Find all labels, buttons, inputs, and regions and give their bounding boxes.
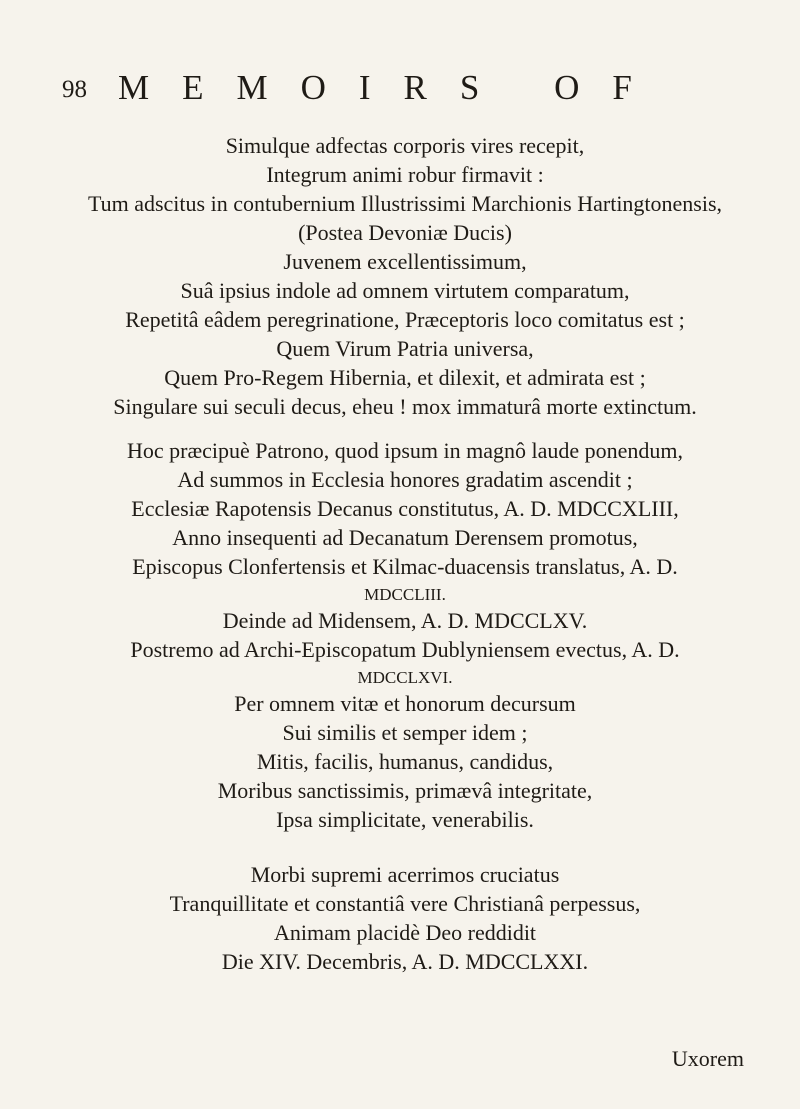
text-line: Moribus sanctissimis, primævâ integritate, bbox=[217, 778, 593, 803]
text-line: Repetitâ eâdem peregrinatione, Præceptoris loco comitatus est ; bbox=[125, 307, 685, 332]
text-line: Quem Pro-Regem Hibernia, et dilexit, et admirata est ; bbox=[164, 365, 646, 390]
text-line: Animam placidè Deo reddidit bbox=[273, 920, 537, 945]
text-line: Ad summos in Ecclesia honores gradatim ascendit ; bbox=[177, 467, 633, 492]
text-line: Mitis, facilis, humanus, candidus, bbox=[256, 749, 554, 774]
text-line: Deinde ad Midensem, A. D. MDCCLXV. bbox=[222, 608, 588, 633]
text-line: Tranquillitate et constantiâ vere Christianâ perpessus, bbox=[169, 891, 641, 916]
text-line: Per omnem vitæ et honorum decursum bbox=[234, 691, 576, 716]
text-line: Postremo ad Archi-Episcopatum Dublyniensem evectus, A. D. bbox=[130, 637, 680, 662]
text-line: Suâ ipsius indole ad omnem virtutem comparatum, bbox=[180, 278, 630, 303]
page-header bbox=[0, 64, 800, 114]
text-line: (Postea Devoniæ Ducis) bbox=[298, 220, 512, 245]
text-line: Ipsa simplicitate, venerabilis. bbox=[276, 807, 534, 832]
text-line: Ecclesiæ Rapotensis Decanus constitutus, A. D. MDCCXLIII, bbox=[131, 496, 679, 521]
text-line: Quem Virum Patria universa, bbox=[276, 336, 534, 361]
text-line: Morbi supremi acerrimos cruciatus bbox=[250, 862, 560, 887]
text-line: Die XIV. Decembris, A. D. MDCCLXXI. bbox=[221, 949, 589, 974]
text-line: Hoc præcipuè Patrono, quod ipsum in magnô laude ponendum, bbox=[126, 438, 684, 463]
text-line: Simulque adfectas corporis vires recepit, bbox=[225, 133, 585, 158]
text-line: Singulare sui seculi decus, eheu ! mox immaturâ morte extinctum. bbox=[113, 394, 697, 419]
text-line: MDCCLXVI. bbox=[357, 668, 453, 687]
catchword: Uxorem bbox=[671, 1046, 744, 1071]
page-number: 98 bbox=[62, 76, 87, 103]
running-title: MEMOIRS OF bbox=[118, 68, 665, 107]
text-line: Tum adscitus in contubernium Illustrissimi Marchionis Hartingtonensis, bbox=[87, 191, 723, 216]
text-line: Integrum animi robur firmavit : bbox=[266, 162, 544, 187]
text-line: MDCCLIII. bbox=[364, 585, 446, 604]
text-line: Anno insequenti ad Decanatum Derensem promotus, bbox=[172, 525, 638, 550]
text-line: Sui similis et semper idem ; bbox=[282, 720, 528, 745]
text-line: Episcopus Clonfertensis et Kilmac-duacensis translatus, A. D. bbox=[132, 554, 678, 579]
text-line: Juvenem excellentissimum, bbox=[283, 249, 527, 274]
